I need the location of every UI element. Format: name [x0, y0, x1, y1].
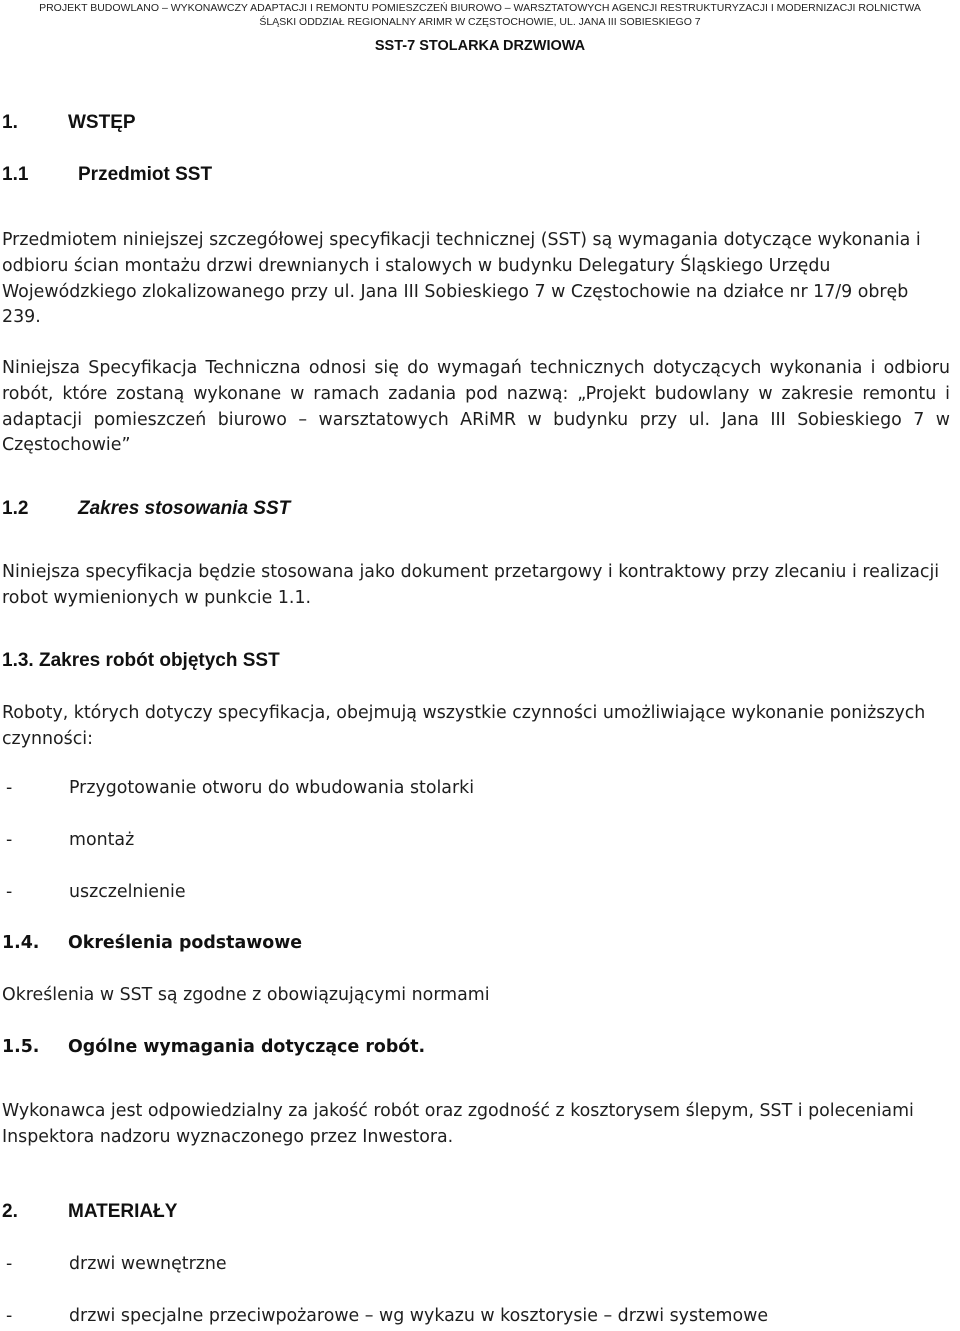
section-1-1-heading	[2, 164, 212, 186]
header-line-2: ŚLĄSKI ODDZIAŁ REGIONALNY ARIMR W CZĘSTOCHOWIE, UL. JANA III SOBIESKIEGO 7	[259, 16, 701, 28]
list-item-text: uszczelnienie	[69, 882, 186, 902]
section-number: 1.	[2, 112, 18, 133]
section-1-2-paragraph: Niniejsza specyfikacja będzie stosowana jako dokument przetargowy i kontraktowy przy zlecaniu i realizacji robot wymienionych w punkcie 1.1.	[2, 562, 940, 608]
list-item-text: drzwi wewnętrzne	[69, 1254, 227, 1274]
list-item	[6, 778, 474, 798]
list-item	[6, 1254, 227, 1274]
list-dash: -	[6, 778, 13, 798]
section-1-5-heading	[2, 1037, 425, 1057]
section-title: Przedmiot SST	[78, 164, 213, 185]
section-title: Ogólne wymagania dotyczące robót.	[68, 1037, 426, 1057]
section-1-3-heading	[2, 650, 280, 672]
list-dash: -	[6, 830, 13, 850]
section-1-1-paragraph-1: Przedmiotem niniejszej szczegółowej specyfikacji technicznej (SST) są wymagania dotyczące wykonania i odbioru ścian montażu drzwi drewnianych i stalowych w budynku Delegatury Śląskiego Urzędu Wojewódzkiego zlokalizowanego przy ul. Jana III Sobieskiego 7 w Częstochowie na działce nr 17/9 obręb 239.	[2, 230, 921, 328]
section-1-heading	[2, 112, 136, 134]
document-title: SST-7 STOLARKA DRZWIOWA	[374, 38, 586, 54]
section-1-2-heading	[2, 498, 290, 520]
list-item	[6, 1306, 768, 1326]
list-item	[6, 882, 186, 902]
list-item-text: Przygotowanie otworu do wbudowania stolarki	[69, 778, 475, 798]
header-line-1: PROJEKT BUDOWLANO – WYKONAWCZY ADAPTACJI I REMONTU POMIESZCZEŃ BIUROWO – WARSZTATOWYCH AGENCJI RESTRUKTURYZACJI I MODERNIZACJI ROLNICTWA	[39, 2, 921, 14]
list-dash: -	[6, 882, 13, 902]
list-item-text: drzwi specjalne przeciwpożarowe – wg wykazu w kosztorysie – drzwi systemowe	[69, 1306, 769, 1326]
section-1-3-paragraph: Roboty, których dotyczy specyfikacja, obejmują wszystkie czynności umożliwiające wykonanie poniższych czynności:	[2, 703, 926, 749]
section-number: 1.5.	[2, 1037, 40, 1057]
section-title: Zakres robót objętych SST	[38, 650, 280, 671]
section-title: WSTĘP	[68, 112, 136, 133]
section-1-5-paragraph: Wykonawca jest odpowiedzialny za jakość robót oraz zgodność z kosztorysem ślepym, SST i poleceniami Inspektora nadzoru wyznaczonego przez Inwestora.	[2, 1101, 914, 1147]
section-1-4-heading	[2, 933, 302, 953]
section-number: 1.3.	[2, 650, 34, 671]
section-2-heading	[2, 1201, 177, 1223]
section-1-1-paragraph-2: Niniejsza Specyfikacja Techniczna odnosi się do wymagań technicznych dotyczących wykonania i odbioru robót, które zostaną wykonane w ramach zadania pod nazwą: „Projekt budowlany w zakresie remontu i adaptacji pomieszczeń biurowo – warsztatowych ARiMR w budynku przy ul. Jana III Sobieskiego 7 w Częstochowie”	[2, 358, 950, 456]
section-title: Określenia podstawowe	[68, 933, 303, 953]
section-number: 1.4.	[2, 933, 40, 953]
section-1-4-paragraph: Określenia w SST są zgodne z obowiązującymi normami	[2, 985, 490, 1005]
list-dash: -	[6, 1306, 13, 1326]
section-title: MATERIAŁY	[68, 1201, 178, 1222]
section-number: 1.1	[2, 164, 29, 185]
section-title: Zakres stosowania SST	[78, 498, 291, 519]
section-number: 1.2	[2, 498, 29, 519]
section-number: 2.	[2, 1201, 18, 1222]
list-item-text: montaż	[69, 830, 135, 850]
list-item	[6, 830, 134, 850]
list-dash: -	[6, 1254, 13, 1274]
